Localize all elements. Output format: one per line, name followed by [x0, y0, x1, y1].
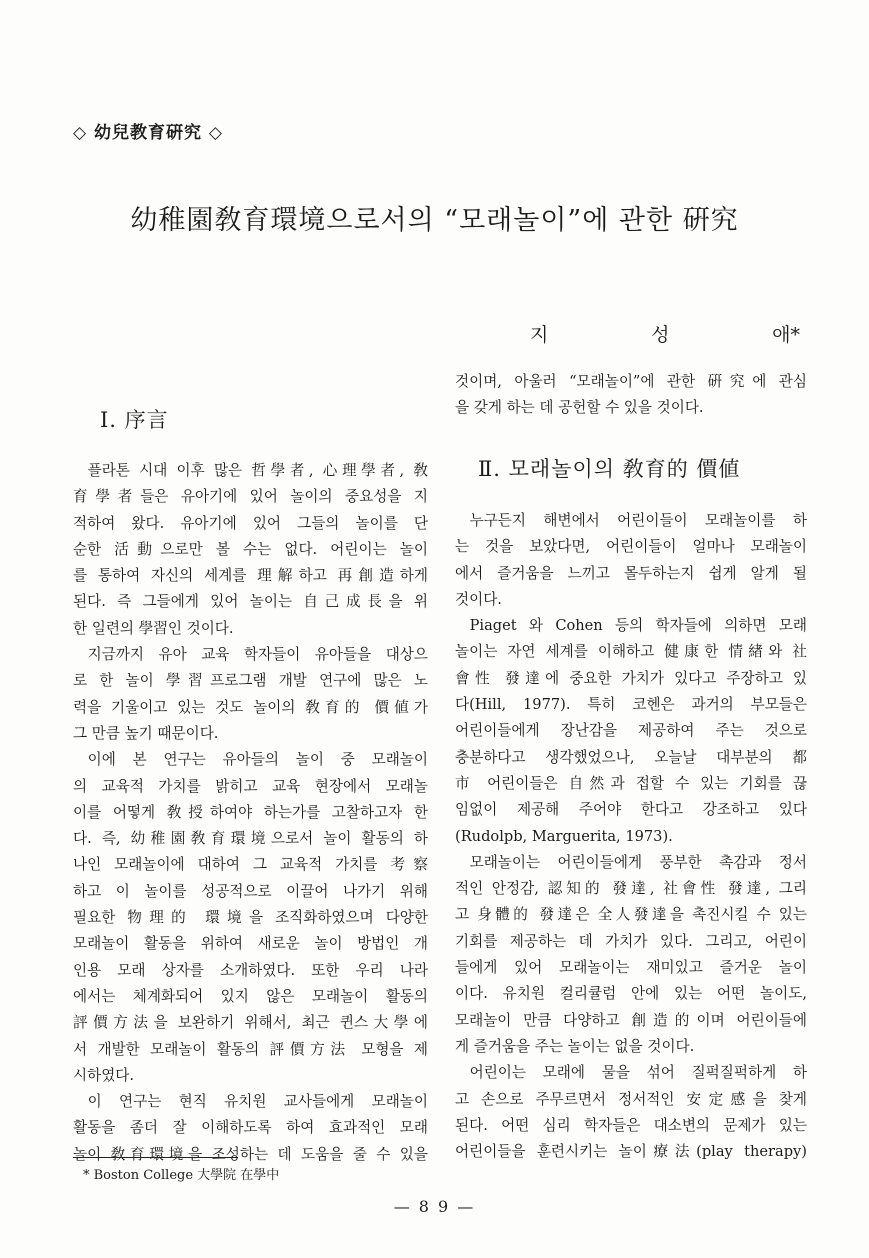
text-line: 를 통하여 자신의 세계를 理解하고 再創造하게: [73, 567, 428, 585]
text-line: 는 것을 보았다면, 어린이들이 얼마나 모래놀이: [455, 538, 807, 556]
text-line: 된다. 어떤 심리 학자들은 대소변의 문제가 있는: [455, 1116, 807, 1134]
text-line: 활동을 좀더 잘 이해하도록 하여 효과적인 모래: [73, 1119, 428, 1137]
text-line: 놀이는 자연 세계를 이해하고 健康한 情緖와 社: [455, 643, 807, 661]
text-line: 한 일련의 學習인 것이다.: [73, 619, 234, 637]
text-line: 기회를 제공하는 데 가치가 있다. 그리고, 어린이: [455, 932, 807, 950]
page-number: — 8 9 —: [393, 1197, 476, 1216]
text-line: 이 연구는 현직 유치원 교사들에게 모래놀이: [87, 1093, 428, 1111]
text-line: 評價方法을 보완하기 위해서, 최근 퀸스大學에: [73, 1014, 428, 1032]
text-line: 게 즐거움을 주는 놀이는 없을 것이다.: [455, 1037, 695, 1055]
text-line: 모래놀이 활동을 위하여 새로운 놀이 방법인 개: [73, 935, 428, 953]
text-line: 충분하다고 생각했었으나, 오늘날 대부분의 都: [455, 748, 807, 766]
series-label: ◇ 幼兒教育硏究 ◇: [73, 123, 223, 143]
text-line: 에서는 체계화되어 있지 않은 모래놀이 활동의: [73, 987, 428, 1005]
text-line: 이를 어떻게 敎授하여야 하는가를 고찰하고자 한: [73, 803, 428, 821]
author-char: 애*: [772, 324, 800, 346]
text-line: 서 개발한 모래놀이 활동의 評價方法 모형을 제: [73, 1040, 428, 1058]
footnote-rule: [73, 1157, 238, 1158]
text-line: 어린이들에게 장난감을 제공하여 주는 것으로: [455, 722, 807, 740]
text-line: 고 身體的 發達은 全人發達을 촉진시킬 수 있는: [455, 906, 807, 924]
text-line: 모래놀이는 어린이들에게 풍부한 촉감과 정서: [469, 853, 807, 871]
text-line: 들에게 있어 모래놀이는 재미있고 즐거운 놀이: [455, 959, 807, 977]
article-title: 幼稚園敎育環境으로서의 “모래놀이”에 관한 硏究: [130, 205, 739, 236]
text-line: 놀이 敎育環境을 조성하는 데 도움을 줄 수 있을: [73, 1145, 428, 1163]
continued-paragraph: [455, 369, 807, 422]
text-line: 적인 안정감, 認知的 發達, 社會性 發達, 그리: [455, 880, 807, 898]
text-line: (Rudolpb, Marguerita, 1973).: [455, 827, 673, 845]
text-line: 그 만큼 높기 때문이다.: [73, 724, 219, 742]
section-heading-introduction: Ⅰ. 序言: [100, 408, 169, 432]
text-line: 적하여 왔다. 유아기에 있어 그들의 놀이를 단: [73, 514, 428, 532]
section-heading-educational-value: Ⅱ. 모래놀이의 敎育的 價値: [478, 457, 741, 481]
text-line: 모래놀이 만큼 다양하고 創造的이며 어린이들에: [455, 1011, 807, 1029]
text-line: 을 갖게 하는 데 공헌할 수 있을 것이다.: [455, 399, 704, 417]
text-line: 시하였다.: [73, 1066, 135, 1084]
author-char: 성: [651, 324, 670, 346]
text-line: 누구든지 해변에서 어린이들이 모래놀이를 하: [469, 512, 807, 529]
text-line: 순한 活動으로만 볼 수는 없다. 어린이는 놀이: [73, 540, 428, 558]
text-line: 지금까지 유아 교육 학자들이 유아들을 대상으: [87, 646, 428, 664]
text-line: 다. 즉, 幼稚園敎育環境으로서 놀이 활동의 하: [73, 830, 428, 848]
text-line: 된다. 즉 그들에게 있어 놀이는 自己成長을 위: [73, 593, 428, 611]
text-line: 의 교육적 가치를 밝히고 교육 현장에서 모래놀: [73, 777, 428, 795]
text-line: 로 한 놀이 學習프로그램 개발 연구에 많은 노: [73, 672, 428, 690]
text-line: Piaget 와 Cohen 등의 학자들에 의하면 모래: [469, 617, 807, 635]
text-line: 것이다.: [455, 590, 502, 608]
text-line: 市 어린이들은 自然과 접할 수 있는 기회를 끊: [455, 774, 807, 792]
text-line: 다(Hill, 1977). 특히 코헨은 과거의 부모들은: [455, 696, 807, 714]
footnote: * Boston College 大學院 在學中: [83, 1168, 280, 1183]
text-line: 나인 모래놀이에 대하여 그 교육적 가치를 考察: [73, 856, 428, 874]
text-line: 임없이 제공해 주어야 한다고 강조하고 있다: [455, 801, 807, 819]
author-name: [530, 320, 800, 347]
text-line: 어린이들을 훈련시키는 놀이療法(play therapy): [455, 1143, 807, 1161]
text-line: 育學者들은 유아기에 있어 놀이의 중요성을 지: [73, 488, 428, 506]
text-line: 이에 본 연구는 유아들의 놀이 중 모래놀이: [87, 751, 428, 769]
text-line: 것이며, 아울러 “모래놀이”에 관한 硏究에 관심: [455, 373, 807, 390]
text-line: 어린이는 모래에 물을 섞어 질퍽질퍽하게 하: [469, 1064, 807, 1082]
text-line: 하고 이 놀이를 성공적으로 이끌어 나가기 위해: [73, 882, 428, 900]
right-column-section2: [455, 508, 807, 1165]
text-line: 이다. 유치원 컬리큘럼 안에 있는 어떤 놀이도,: [455, 985, 807, 1003]
right-column: [455, 369, 807, 422]
text-line: 에서 즐거움을 느끼고 몰두하는지 쉽게 알게 될: [455, 564, 807, 582]
left-column: [73, 458, 428, 1168]
text-line: 고 손으로 주무르면서 정서적인 安定感을 찾게: [455, 1090, 807, 1108]
author-char: 지: [530, 324, 549, 346]
text-line: 필요한 物理的 環境을 조직화하였으며 다양한: [73, 909, 428, 927]
text-line: 會性 發達에 중요한 가치가 있다고 주장하고 있: [455, 669, 807, 687]
text-line: 플라톤 시대 이후 많은 哲學者, 心理學者, 敎: [87, 462, 428, 479]
text-line: 인용 모래 상자를 소개하였다. 또한 우리 나라: [73, 961, 428, 979]
text-line: 력을 기울이고 있는 것도 놀이의 敎育的 價値가: [73, 698, 428, 716]
